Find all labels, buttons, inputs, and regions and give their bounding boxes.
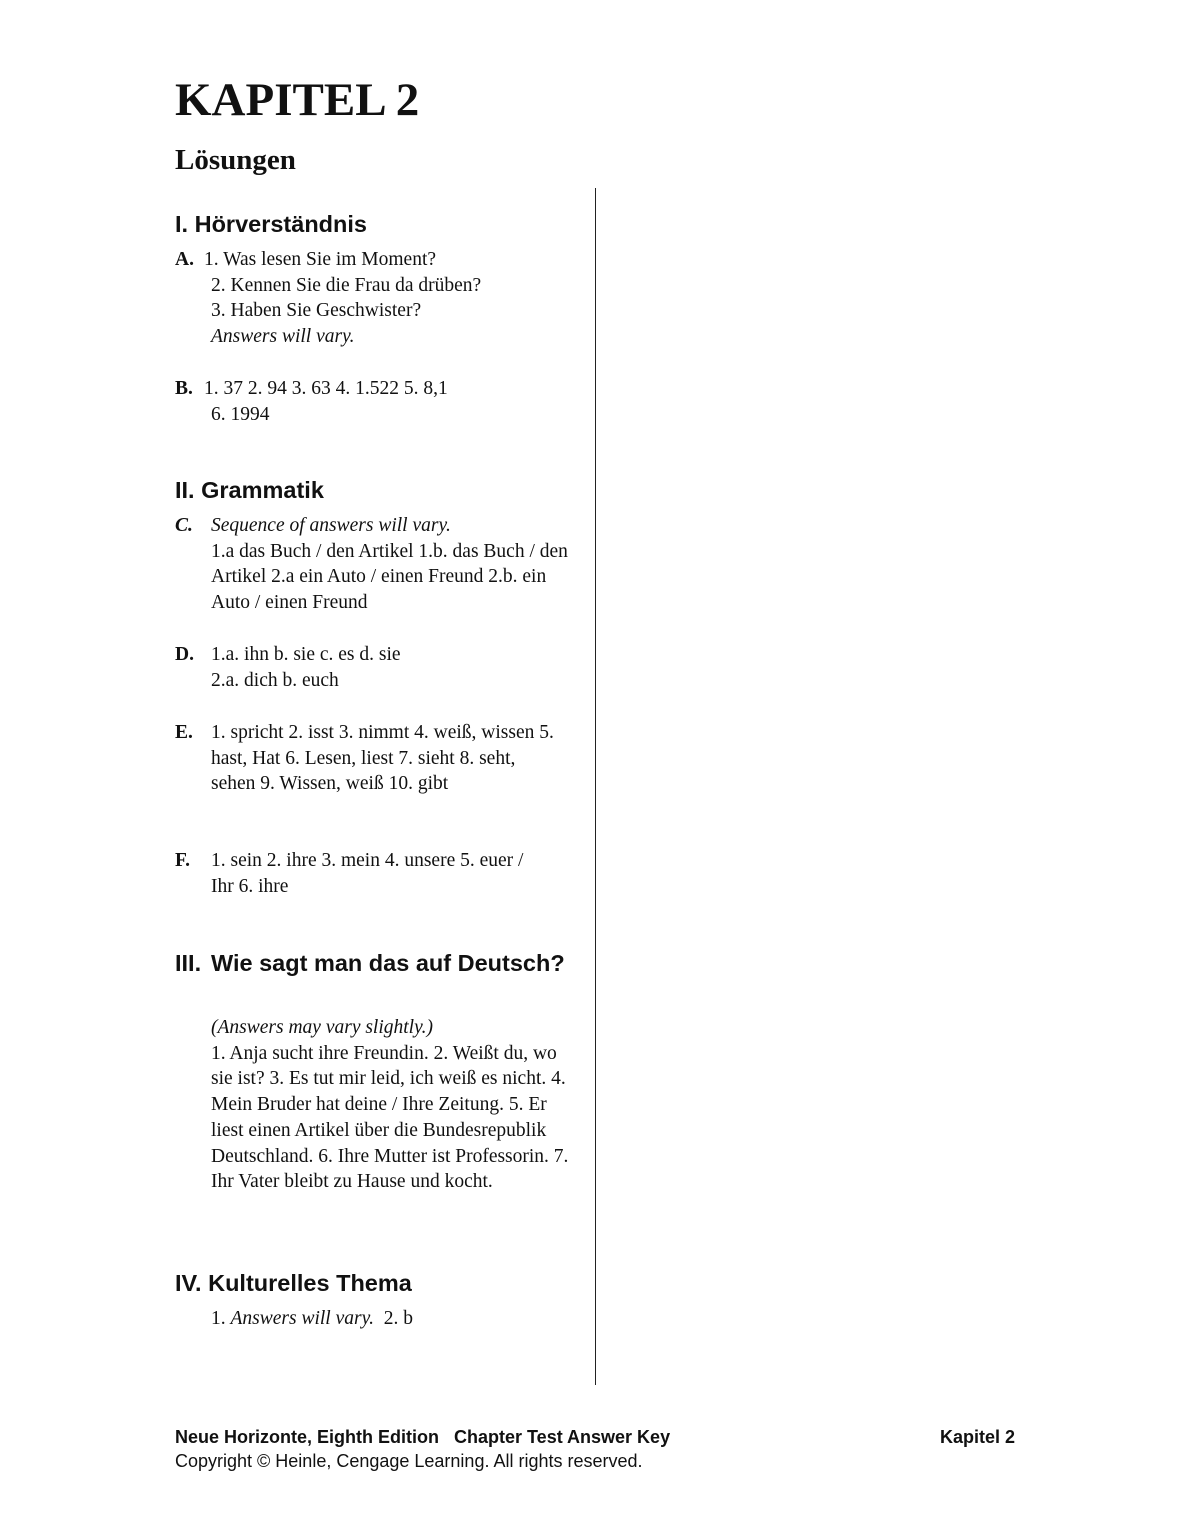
answer-line: 1. 37 2. 94 3. 63 4. 1.522 5. 8,1 (204, 378, 448, 399)
footer-book-title: Neue Horizonte, Eighth Edition (175, 1427, 439, 1447)
section-heading-wie-sagt-man (175, 948, 575, 1010)
chapter-title: KAPITEL 2 (175, 74, 420, 126)
section-title: Grammatik (201, 477, 324, 503)
answer-text: 1.a das Buch / den Artikel 1.b. das Buch / den Artikel 2.a ein Auto / einen Freund 2.b. ein Auto / einen Freund (211, 540, 568, 614)
answer-line (211, 1306, 413, 1332)
section-numeral: II. (175, 477, 195, 503)
page-subtitle: Lösungen (175, 144, 296, 176)
answer-label-a: A. (175, 249, 194, 270)
section-numeral: IV. (175, 1270, 202, 1296)
answer-note: Answers will vary. (211, 326, 355, 348)
answer-prefix: 1. (211, 1308, 231, 1329)
footer-copyright: Copyright © Heinle, Cengage Learning. All rights reserved. (175, 1451, 643, 1471)
answer-label-c: C. (175, 515, 193, 536)
answer-text: 1. sein 2. ihre 3. mein 4. unsere 5. euer / Ihr 6. ihre (211, 850, 524, 897)
answer-label-b: B. (175, 378, 193, 399)
answer-text: 1. spricht 2. isst 3. nimmt 4. weiß, wissen 5. hast, Hat 6. Lesen, liest 7. sieht 8. seht, sehen 9. Wissen, weiß 10. gibt (211, 722, 554, 795)
answer-block-b (175, 376, 570, 431)
section-title: Hörverständnis (194, 211, 367, 237)
answer-note: (Answers may vary slightly.) (211, 1017, 434, 1038)
answer-block-a (175, 247, 570, 357)
answer-block-c (175, 513, 570, 623)
answer-line: 1. Was lesen Sie im Moment? (204, 249, 437, 270)
footer-book-line (175, 1425, 1015, 1449)
answer-block-e (175, 720, 570, 830)
section-heading-kulturelles-thema (175, 1268, 412, 1299)
section-title: Wie sagt man das auf Deutsch? (211, 950, 565, 976)
section-numeral: III. (175, 950, 202, 976)
answer-label-e: E. (175, 722, 193, 743)
answer-suffix: 2. b (374, 1308, 414, 1329)
answer-line: 2. Kennen Sie die Frau da drüben? (211, 274, 482, 296)
answer-text: 1. Anja sucht ihre Freundin. 2. Weißt du, wo sie ist? 3. Es tut mir leid, ich weiß es nicht. 4. Mein Bruder hat deine / Ihre Zeitung. 5. Er liest einen Artikel über die Bundesrepublik Deutschland. 6. Ihre Mutter ist Professorin. 7. Ihr Vater bleibt zu Hause und kocht. (211, 1042, 569, 1193)
section-title: Kulturelles Thema (208, 1270, 412, 1296)
answer-note: Answers will vary. (230, 1308, 375, 1329)
answer-label-f: F. (175, 850, 190, 871)
section-heading-grammatik (175, 475, 324, 506)
answer-block-f (175, 848, 570, 903)
footer-doc-title: Chapter Test Answer Key (454, 1427, 671, 1447)
page-footer (175, 1425, 1015, 1473)
answer-note: Sequence of answers will vary. (211, 515, 451, 536)
section-heading-hoerverstaendnis (175, 209, 367, 240)
answer-block-iv (175, 1306, 570, 1336)
answer-label-d: D. (175, 644, 194, 665)
answer-body (211, 513, 569, 616)
column-divider (595, 188, 596, 1385)
answer-line: 1.a. ihn b. sie c. es d. sie (211, 644, 401, 665)
answer-line: 2.a. dich b. euch (211, 669, 339, 691)
section-numeral: I. (175, 211, 189, 237)
answer-block-d (175, 642, 570, 697)
answer-line: 3. Haben Sie Geschwister? (211, 300, 422, 322)
answer-block-iii (175, 1015, 570, 1225)
answer-body (211, 1015, 569, 1195)
answer-line: 6. 1994 (211, 403, 270, 425)
footer-chapter: Kapitel 2 (939, 1427, 1015, 1447)
